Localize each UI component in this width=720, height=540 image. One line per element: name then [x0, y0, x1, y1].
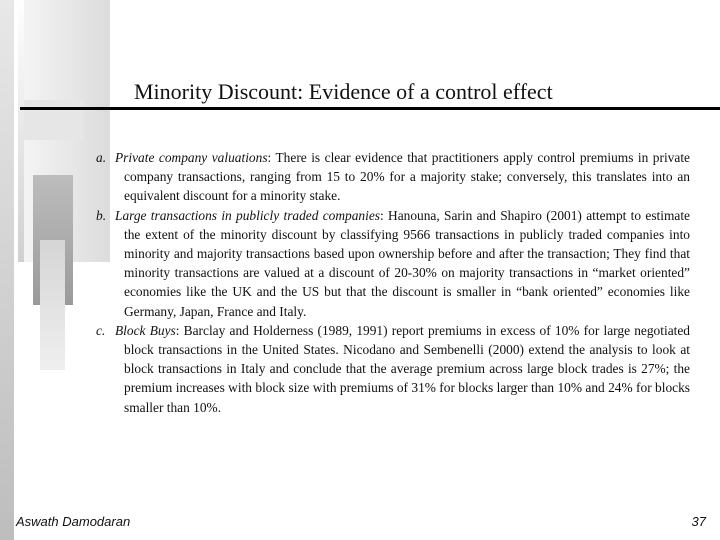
item-text: : Barclay and Holderness (1989, 1991) report premiums in excess of 10% for large negotiated block transactions in the United States. Nicodano and Sembenelli (2000) extend the analysis to look at block transactions in Italy and conclude that the average premium across large block trades is 27%; the premium increases with block size with premiums of 31% for blocks larger than 10% and 24% for blocks smaller than 10%. [124, 322, 690, 415]
item-text: : There is clear evidence that practitioners apply control premiums in private company transactions, ranging from 15 to 20% for a majority stake; conversely, this translates into an equivalent discount for a minority stake. [124, 150, 690, 204]
list-item [96, 206, 690, 321]
decorative-block [40, 240, 65, 370]
item-heading: Private company valuations [115, 150, 268, 165]
item-label: c. [96, 322, 106, 338]
list-item [96, 321, 690, 417]
item-heading: Large transactions in publicly traded companies [115, 207, 381, 223]
slide-body [96, 148, 690, 417]
page-number: 37 [691, 514, 706, 529]
slide-title: Minority Discount: Evidence of a control effect [134, 79, 553, 104]
list-item [96, 148, 690, 206]
item-heading: Block Buys [115, 322, 176, 338]
item-text: : Hanouna, Sarin and Shapiro (2001) attempt to estimate the extent of the minority discount by classifying 9566 transactions in publicly traded companies into minority and majority transactions based upon ownership before and after the transaction; They find that minority transactions are valued at a discount of 20-30% on majority transactions in “market oriented” economies like the UK and the US but that the discount is smaller in “bank oriented” economies like Germany, Japan, France and Italy. [124, 207, 690, 319]
title-underline [20, 107, 720, 110]
footer-author: Aswath Damodaran [16, 514, 131, 529]
decorative-panel [24, 100, 84, 140]
item-label: b. [96, 207, 107, 223]
decorative-bar [0, 0, 14, 540]
item-label: a. [96, 150, 107, 165]
